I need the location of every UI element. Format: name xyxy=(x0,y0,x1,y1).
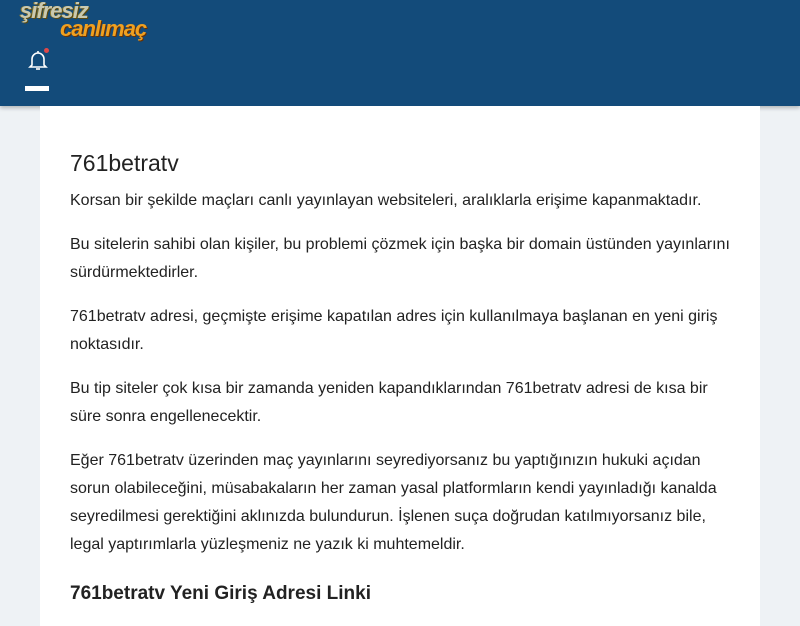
section-heading: 761betratv Yeni Giriş Adresi Linki xyxy=(70,583,371,604)
article-title: 761betratv xyxy=(70,150,179,176)
site-header xyxy=(0,0,800,106)
menu-toggle-button[interactable] xyxy=(25,86,49,91)
paragraph: Korsan bir şekilde maçları canlı yayınlayan websiteleri, aralıklarla erişime kapanmaktadır. xyxy=(70,192,702,209)
paragraph: Eğer 761betratv üzerinden maç yayınlarını seyrediyorsanız bu yaptığınızın hukuki açıdan sorun olabileceğini, müsabakaların her zaman yasal platformların kendi yayınladığı kanalda seyredilmesi gerektiğini aklınızda bulundurun. İşlenen suça doğrudan katılmıyorsanız bile, legal yaptırımlarla yüzleşmeniz ne yazık ki muhtemeldir. xyxy=(70,452,717,553)
paragraph: 761betratv adresi, geçmişte erişime kapatılan adres için kullanılmaya başlanan en yeni giriş noktasıdır. xyxy=(70,308,718,353)
article-content xyxy=(40,106,760,626)
paragraph: Bu tip siteler çok kısa bir zamanda yeniden kapandıklarından 761betratv adresi de kısa bir süre sonra engellenecektir. xyxy=(70,380,708,425)
notification-dot xyxy=(44,48,49,53)
paragraph: Bu sitelerin sahibi olan kişiler, bu problemi çözmek için başka bir domain üstünden yayınlarını sürdürmektedirler. xyxy=(70,236,730,281)
site-logo[interactable]: şifresiz canlımaç xyxy=(20,0,147,41)
